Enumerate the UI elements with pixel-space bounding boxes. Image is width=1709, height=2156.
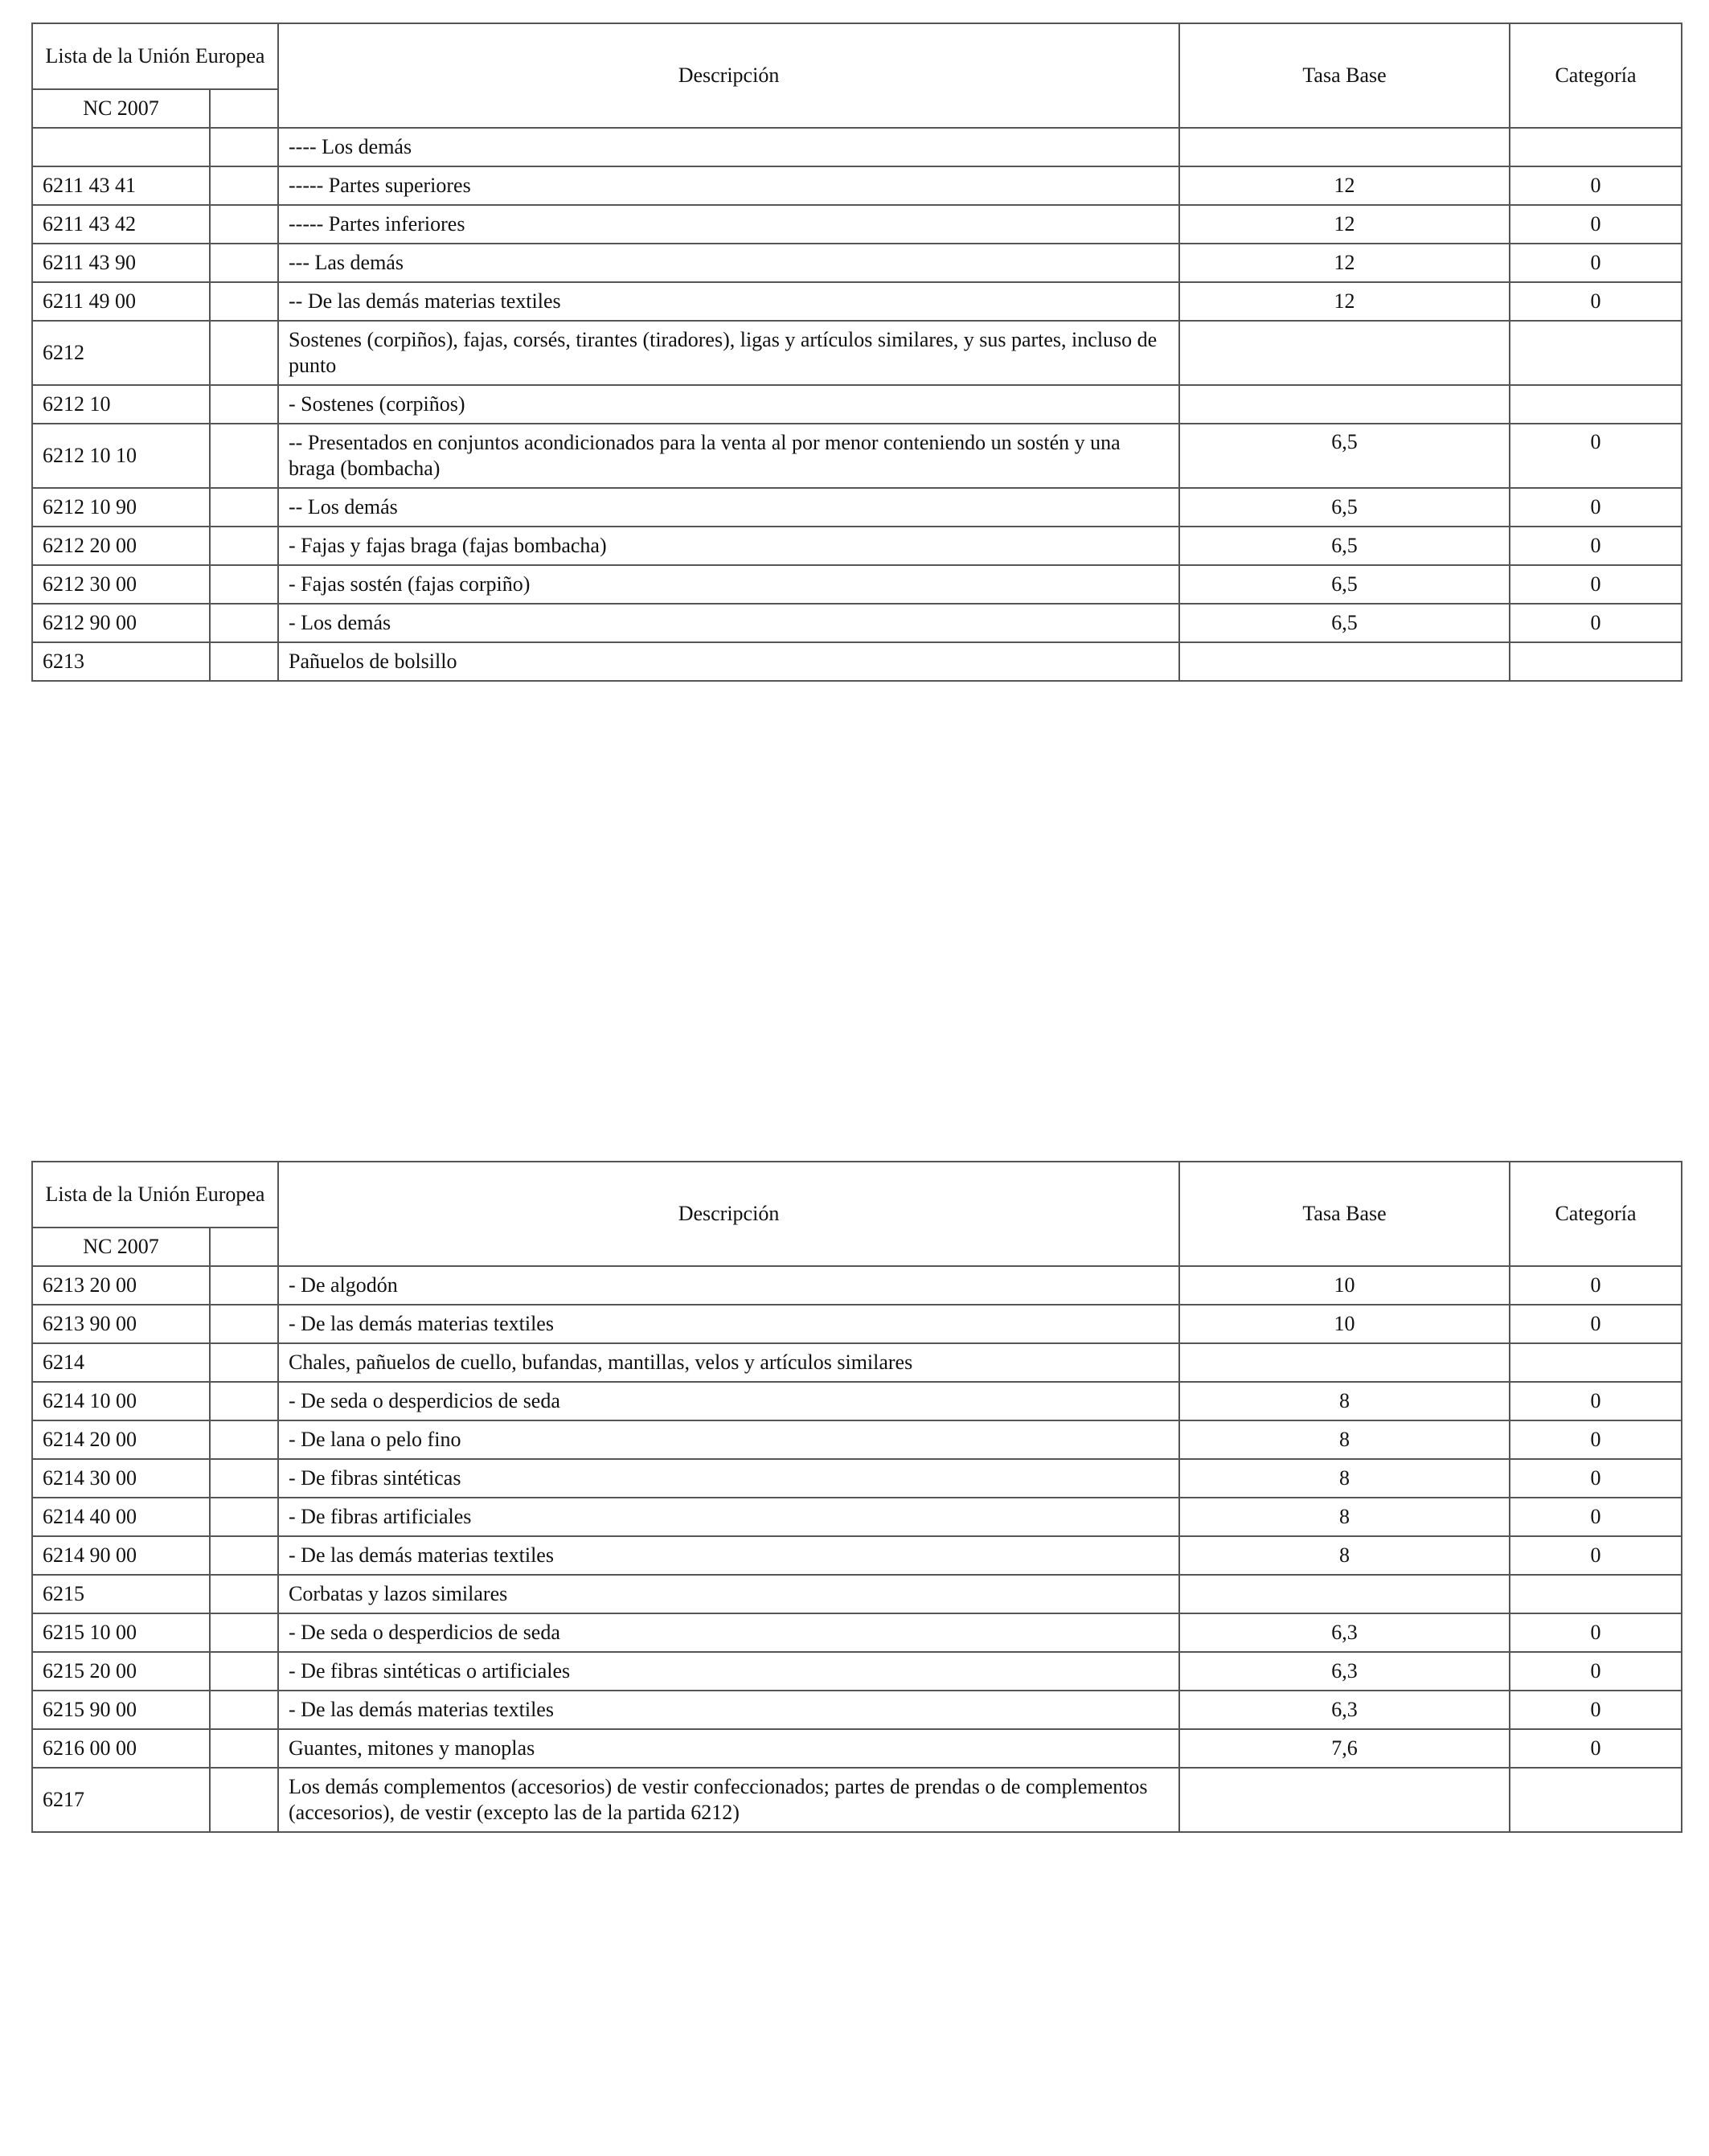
header-base-rate: Tasa Base [1179, 23, 1510, 128]
table-row [32, 1382, 1682, 1420]
base-rate-cell: 6,5 [1179, 527, 1510, 565]
blank-cell [210, 604, 278, 642]
category-cell: 0 [1510, 424, 1682, 488]
table-body [32, 1266, 1682, 1832]
nc-code-cell: 6211 43 42 [32, 205, 210, 244]
description-cell: - De lana o pelo fino [278, 1420, 1179, 1459]
blank-cell [210, 166, 278, 205]
table-header [32, 23, 1682, 128]
tariff-table-1 [31, 23, 1682, 682]
category-cell: 0 [1510, 1459, 1682, 1498]
nc-code-cell: 6215 [32, 1575, 210, 1613]
description-cell: Guantes, mitones y manoplas [278, 1729, 1179, 1768]
description-cell: ----- Partes inferiores [278, 205, 1179, 244]
base-rate-cell [1179, 385, 1510, 424]
header-list-label: Lista de la Unión Europea [32, 1162, 278, 1228]
table-row [32, 282, 1682, 321]
blank-cell [210, 488, 278, 527]
header-description: Descripción [278, 23, 1179, 128]
description-cell: - De seda o desperdicios de seda [278, 1613, 1179, 1652]
category-cell: 0 [1510, 1420, 1682, 1459]
base-rate-cell: 6,5 [1179, 604, 1510, 642]
table-row [32, 565, 1682, 604]
category-cell: 0 [1510, 1305, 1682, 1343]
category-cell: 0 [1510, 1266, 1682, 1305]
nc-code-cell: 6215 20 00 [32, 1652, 210, 1691]
blank-cell [210, 321, 278, 385]
blank-cell [210, 1652, 278, 1691]
nc-code-cell: 6214 20 00 [32, 1420, 210, 1459]
description-cell: - De fibras sintéticas o artificiales [278, 1652, 1179, 1691]
category-cell: 0 [1510, 282, 1682, 321]
blank-cell [210, 244, 278, 282]
nc-code-cell: 6216 00 00 [32, 1729, 210, 1768]
base-rate-cell [1179, 128, 1510, 166]
base-rate-cell: 10 [1179, 1305, 1510, 1343]
description-cell: ----- Partes superiores [278, 166, 1179, 205]
blank-cell [210, 1613, 278, 1652]
table-row [32, 488, 1682, 527]
category-cell: 0 [1510, 1613, 1682, 1652]
table-row [32, 205, 1682, 244]
category-cell: 0 [1510, 1729, 1682, 1768]
description-cell: Corbatas y lazos similares [278, 1575, 1179, 1613]
description-cell: - De las demás materias textiles [278, 1305, 1179, 1343]
base-rate-cell [1179, 1768, 1510, 1832]
table-row [32, 166, 1682, 205]
blank-cell [210, 1420, 278, 1459]
nc-code-cell: 6212 10 90 [32, 488, 210, 527]
table-row [32, 424, 1682, 488]
description-cell: - Sostenes (corpiños) [278, 385, 1179, 424]
table-row [32, 1343, 1682, 1382]
description-cell: - De las demás materias textiles [278, 1536, 1179, 1575]
base-rate-cell [1179, 321, 1510, 385]
base-rate-cell [1179, 1575, 1510, 1613]
header-base-rate: Tasa Base [1179, 1162, 1510, 1266]
nc-code-cell: 6215 10 00 [32, 1613, 210, 1652]
base-rate-cell: 12 [1179, 244, 1510, 282]
table-row [32, 1613, 1682, 1652]
nc-code-cell: 6212 30 00 [32, 565, 210, 604]
category-cell [1510, 642, 1682, 681]
base-rate-cell: 6,3 [1179, 1613, 1510, 1652]
blank-cell [210, 282, 278, 321]
nc-code-cell: 6214 [32, 1343, 210, 1382]
description-cell: Sostenes (corpiños), fajas, corsés, tirantes (tiradores), ligas y artículos similares, y sus partes, incluso de punto [278, 321, 1179, 385]
table-row [32, 1305, 1682, 1343]
description-cell: -- Presentados en conjuntos acondicionados para la venta al por menor conteniendo un sostén y una braga (bombacha) [278, 424, 1179, 488]
category-cell: 0 [1510, 604, 1682, 642]
category-cell [1510, 1575, 1682, 1613]
base-rate-cell: 12 [1179, 282, 1510, 321]
nc-code-cell: 6214 30 00 [32, 1459, 210, 1498]
description-cell: -- Los demás [278, 488, 1179, 527]
nc-code-cell: 6212 [32, 321, 210, 385]
category-cell [1510, 1768, 1682, 1832]
base-rate-cell: 6,3 [1179, 1652, 1510, 1691]
blank-cell [210, 565, 278, 604]
nc-code-cell: 6212 10 10 [32, 424, 210, 488]
description-cell: - De seda o desperdicios de seda [278, 1382, 1179, 1420]
table-row [32, 321, 1682, 385]
category-cell [1510, 128, 1682, 166]
nc-code-cell: 6211 43 90 [32, 244, 210, 282]
table-row [32, 385, 1682, 424]
table-row [32, 527, 1682, 565]
blank-cell [210, 1382, 278, 1420]
description-cell: - Los demás [278, 604, 1179, 642]
blank-cell [210, 1691, 278, 1729]
category-cell: 0 [1510, 1536, 1682, 1575]
table-row [32, 1266, 1682, 1305]
nc-code-cell: 6217 [32, 1768, 210, 1832]
blank-cell [210, 1305, 278, 1343]
table-row [32, 1575, 1682, 1613]
base-rate-cell: 6,5 [1179, 424, 1510, 488]
base-rate-cell [1179, 642, 1510, 681]
description-cell: ---- Los demás [278, 128, 1179, 166]
nc-code-cell: 6213 90 00 [32, 1305, 210, 1343]
nc-code-cell: 6212 10 [32, 385, 210, 424]
description-cell: Chales, pañuelos de cuello, bufandas, mantillas, velos y artículos similares [278, 1343, 1179, 1382]
description-cell: - De fibras artificiales [278, 1498, 1179, 1536]
blank-cell [210, 1768, 278, 1832]
table-row [32, 642, 1682, 681]
header-description: Descripción [278, 1162, 1179, 1266]
nc-code-cell: 6214 90 00 [32, 1536, 210, 1575]
base-rate-cell: 8 [1179, 1420, 1510, 1459]
blank-cell [210, 205, 278, 244]
blank-cell [210, 1459, 278, 1498]
table-row [32, 1768, 1682, 1832]
base-rate-cell: 10 [1179, 1266, 1510, 1305]
nc-code-cell: 6215 90 00 [32, 1691, 210, 1729]
base-rate-cell: 12 [1179, 205, 1510, 244]
table-row [32, 1652, 1682, 1691]
table-row [32, 1536, 1682, 1575]
base-rate-cell: 6,3 [1179, 1691, 1510, 1729]
base-rate-cell: 8 [1179, 1498, 1510, 1536]
category-cell [1510, 1343, 1682, 1382]
base-rate-cell: 6,5 [1179, 565, 1510, 604]
category-cell: 0 [1510, 565, 1682, 604]
description-cell: - De fibras sintéticas [278, 1459, 1179, 1498]
blank-cell [210, 1498, 278, 1536]
nc-code-cell: 6214 40 00 [32, 1498, 210, 1536]
table-row [32, 1729, 1682, 1768]
description-cell: --- Las demás [278, 244, 1179, 282]
header-list-label: Lista de la Unión Europea [32, 23, 278, 89]
nc-code-cell: 6212 20 00 [32, 527, 210, 565]
blank-cell [210, 1266, 278, 1305]
description-cell: -- De las demás materias textiles [278, 282, 1179, 321]
table-header [32, 1162, 1682, 1266]
base-rate-cell: 8 [1179, 1536, 1510, 1575]
blank-cell [210, 1729, 278, 1768]
blank-cell [210, 1343, 278, 1382]
blank-cell [210, 527, 278, 565]
header-blank-cell [210, 1228, 278, 1266]
nc-code-cell: 6211 49 00 [32, 282, 210, 321]
blank-cell [210, 1575, 278, 1613]
category-cell [1510, 385, 1682, 424]
category-cell: 0 [1510, 205, 1682, 244]
table-row [32, 1691, 1682, 1729]
base-rate-cell: 6,5 [1179, 488, 1510, 527]
description-cell: Los demás complementos (accesorios) de vestir confeccionados; partes de prendas o de complementos (accesorios), de vestir (excepto las de la partida 6212) [278, 1768, 1179, 1832]
category-cell: 0 [1510, 1691, 1682, 1729]
category-cell: 0 [1510, 488, 1682, 527]
nc-code-cell: 6213 20 00 [32, 1266, 210, 1305]
nc-code-cell: 6214 10 00 [32, 1382, 210, 1420]
header-blank-cell [210, 89, 278, 128]
category-cell: 0 [1510, 244, 1682, 282]
header-category: Categoría [1510, 23, 1682, 128]
nc-code-cell [32, 128, 210, 166]
table-row [32, 244, 1682, 282]
description-cell: - Fajas y fajas braga (fajas bombacha) [278, 527, 1179, 565]
nc-code-cell: 6212 90 00 [32, 604, 210, 642]
category-cell: 0 [1510, 1382, 1682, 1420]
table-row [32, 1459, 1682, 1498]
base-rate-cell: 8 [1179, 1459, 1510, 1498]
blank-cell [210, 424, 278, 488]
description-cell: - De las demás materias textiles [278, 1691, 1179, 1729]
category-cell: 0 [1510, 527, 1682, 565]
tariff-table-2 [31, 1161, 1682, 1833]
blank-cell [210, 385, 278, 424]
nc-code-cell: 6211 43 41 [32, 166, 210, 205]
base-rate-cell: 8 [1179, 1382, 1510, 1420]
table-row [32, 1420, 1682, 1459]
category-cell [1510, 321, 1682, 385]
base-rate-cell: 7,6 [1179, 1729, 1510, 1768]
description-cell: Pañuelos de bolsillo [278, 642, 1179, 681]
blank-cell [210, 1536, 278, 1575]
category-cell: 0 [1510, 1498, 1682, 1536]
description-cell: - De algodón [278, 1266, 1179, 1305]
table-body [32, 128, 1682, 681]
base-rate-cell [1179, 1343, 1510, 1382]
header-nc-label: NC 2007 [32, 89, 210, 128]
header-category: Categoría [1510, 1162, 1682, 1266]
blank-cell [210, 128, 278, 166]
category-cell: 0 [1510, 166, 1682, 205]
blank-cell [210, 642, 278, 681]
table-row [32, 604, 1682, 642]
nc-code-cell: 6213 [32, 642, 210, 681]
category-cell: 0 [1510, 1652, 1682, 1691]
table-row [32, 1498, 1682, 1536]
description-cell: - Fajas sostén (fajas corpiño) [278, 565, 1179, 604]
table-row [32, 128, 1682, 166]
header-nc-label: NC 2007 [32, 1228, 210, 1266]
base-rate-cell: 12 [1179, 166, 1510, 205]
